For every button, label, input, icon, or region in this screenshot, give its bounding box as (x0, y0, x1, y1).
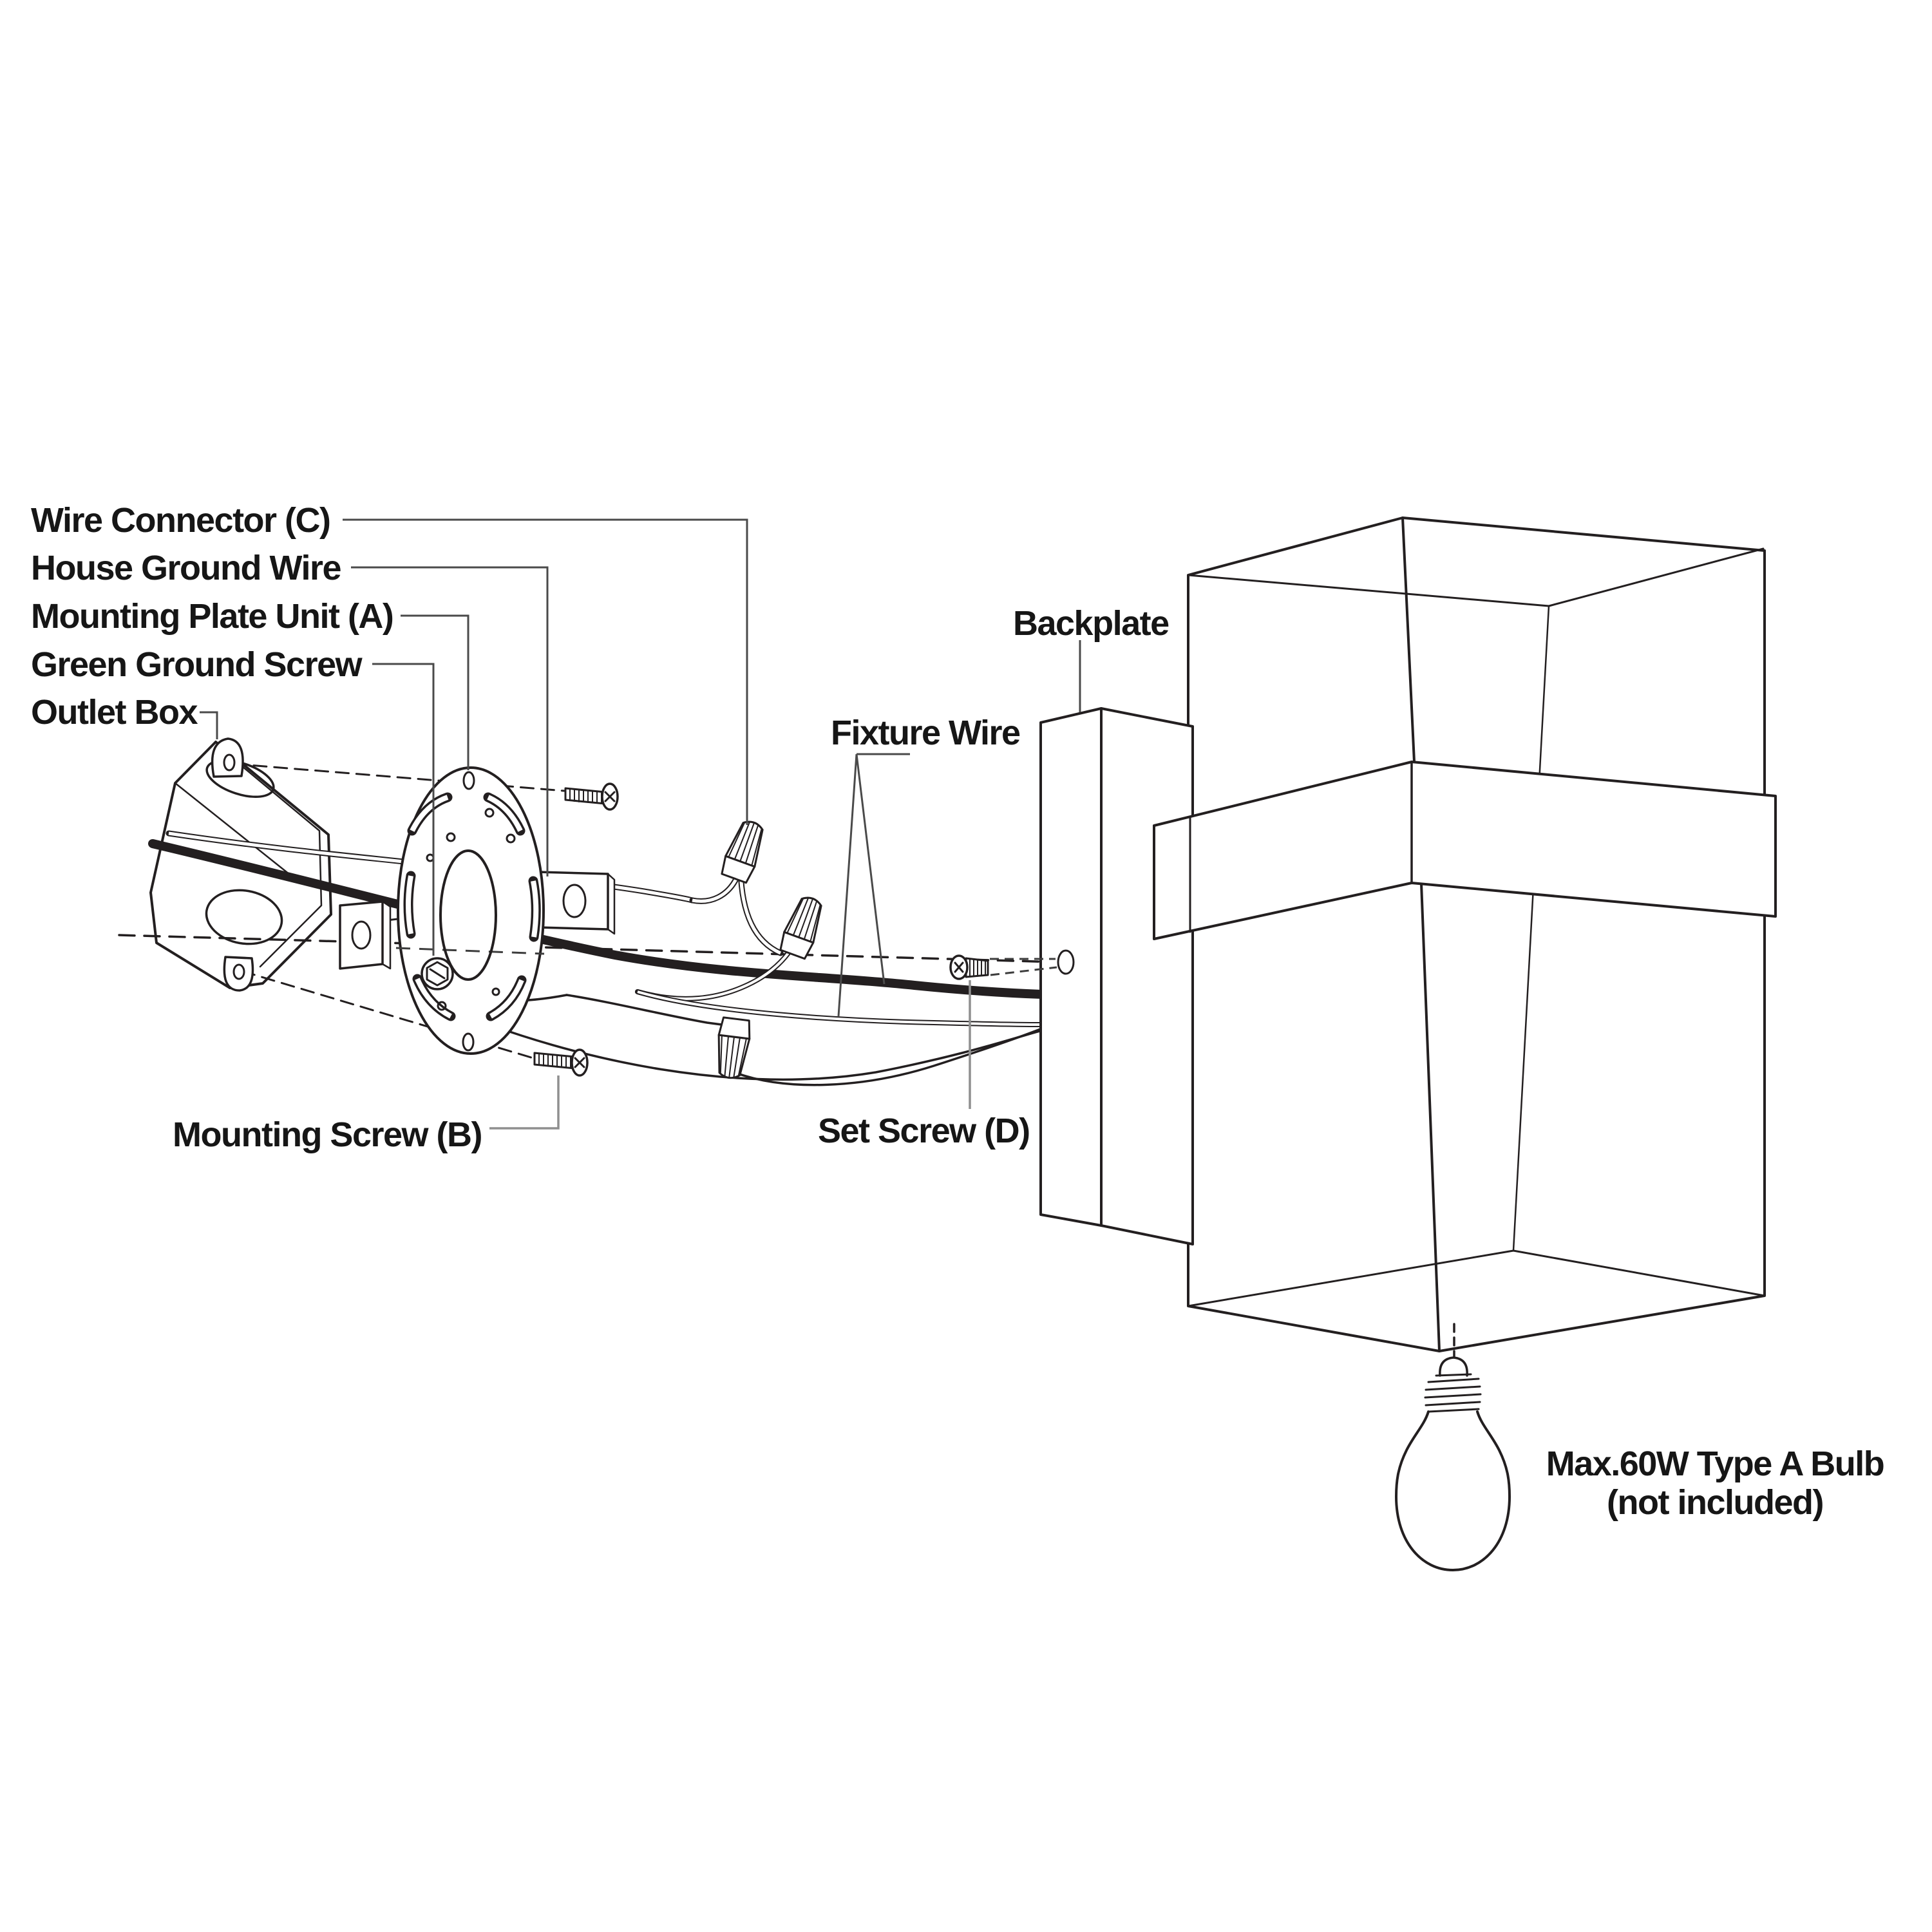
green-ground-screw-label: Green Ground Screw (31, 645, 362, 684)
set-screw-label: Set Screw (D) (818, 1112, 1030, 1150)
outlet-box-tab-bottom-hole (234, 965, 244, 979)
backplate (1041, 708, 1193, 1244)
backplate-screw-hole (1058, 951, 1074, 974)
mounting-screw-label: Mounting Screw (B) (173, 1115, 482, 1154)
outlet-box-tab-top-hole (224, 755, 234, 770)
house-ground-wire-label: House Ground Wire (31, 549, 341, 587)
backplate-label: Backplate (1013, 604, 1169, 643)
wire-connector-label: Wire Connector (C) (31, 501, 330, 540)
fixture-wire-label: Fixture Wire (831, 714, 1020, 752)
mounting-tab-right-hole (564, 885, 585, 917)
bulb-note-line2: (not included) (1607, 1483, 1823, 1522)
mounting-tab-left-hole (352, 922, 370, 949)
green-ground-screw (422, 958, 453, 989)
bulb-note-line1: Max.60W Type A Bulb (1546, 1444, 1884, 1483)
mounting-plate-unit-label: Mounting Plate Unit (A) (31, 597, 393, 636)
outlet-box-label: Outlet Box (31, 693, 198, 732)
